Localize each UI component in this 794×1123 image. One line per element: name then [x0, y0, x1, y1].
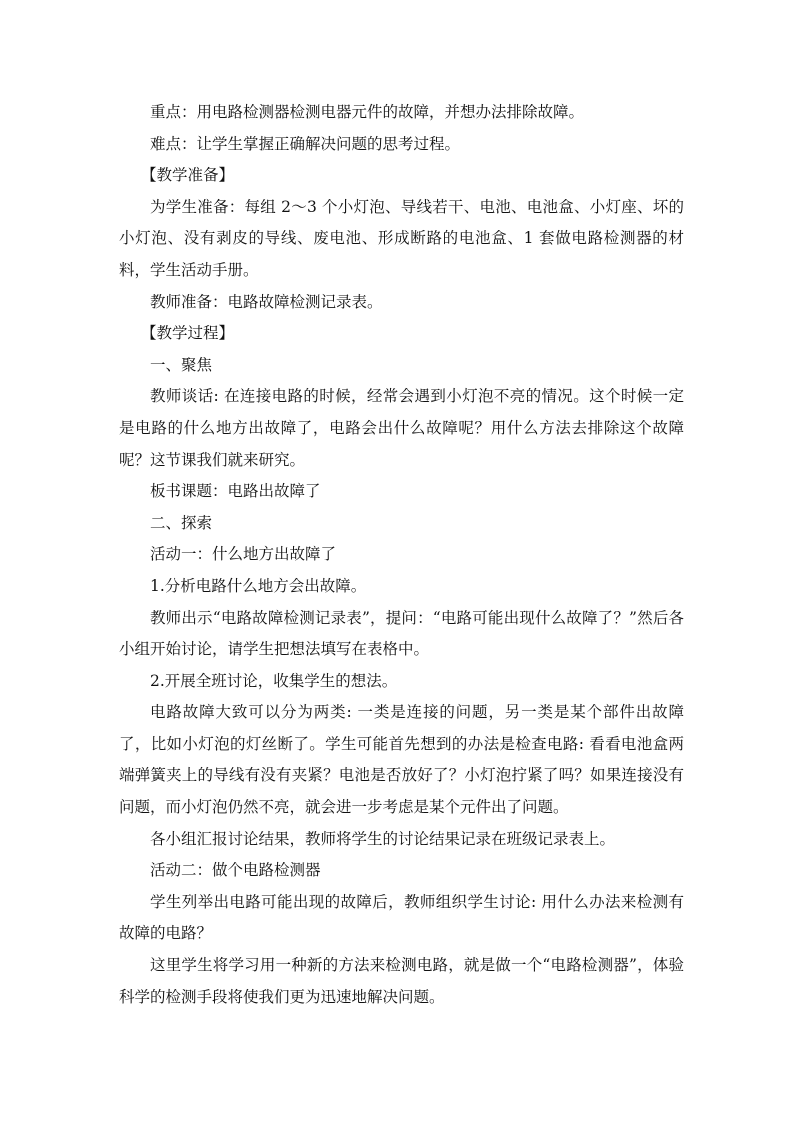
- group-report-paragraph: 各小组汇报讨论结果，教师将学生的讨论结果记录在班级记录表上。: [150, 829, 616, 848]
- fault-types-paragraph: 电路故障大致可以分为两类: 一类是连接的问题，另一类是某个部件出故障了，比如小灯泡的灯丝断了。学生可能首先想到的办法是检查电路: 看看电池盒两端弹簧夹上的导线有没有夹紧？电池是否放好了？小灯泡拧紧了吗？如果连接没有问题，而小灯泡仍然不亮，就会进一步考虑是某个元件出了问题。: [119, 703, 684, 817]
- activity-one-heading: 活动一：什么地方出故障了: [150, 545, 337, 564]
- circuit-tester-paragraph: 这里学生将学习用一种新的方法来检测电路，就是做一个“电路检测器”，体验科学的检测手段将使我们更为迅速地解决问题。: [119, 956, 684, 1006]
- teacher-materials-paragraph: 教师准备：电路故障检测记录表。: [150, 292, 383, 311]
- step-two-paragraph: 2.开展全班讨论，收集学生的想法。: [150, 671, 398, 690]
- document-body: [119, 97, 684, 1013]
- key-point-paragraph: 重点：用电路检测器检测电器元件的故障，并想办法排除故障。: [150, 103, 585, 121]
- difficulty-paragraph: 难点：让学生掌握正确解决问题的思考过程。: [150, 134, 461, 153]
- student-materials-paragraph: 为学生准备：每组 2～3 个小灯泡、导线若干、电池、电池盒、小灯座、坏的小灯泡、没有剥皮的导线、废电池、形成断路的电池盒、1 套做电路检测器的材料，学生活动手册。: [119, 197, 684, 279]
- section-heading-process: 【教学过程】: [141, 324, 235, 343]
- teacher-shows-table-paragraph: 教师出示“电路故障检测记录表”，提问：“电路可能出现什么故障了？”然后各小组开始讨论，请学生把想法填写在表格中。: [119, 608, 684, 659]
- step-one-paragraph: 1.分析电路什么地方会出故障。: [150, 576, 367, 595]
- activity-two-heading: 活动二：做个电路检测器: [150, 861, 321, 880]
- discussion-paragraph: 学生列举出电路可能出现的故障后，教师组织学生讨论: 用什么办法来检测有故障的电路？: [119, 892, 684, 943]
- subheading-explore: 二、探索: [150, 513, 213, 532]
- section-heading-preparation: 【教学准备】: [141, 166, 235, 185]
- teacher-talk-paragraph: 教师谈话: 在连接电路的时候，经常会遇到小灯泡不亮的情况。这个时候一定是电路的什么地方出故障了，电路会出什么故障呢？用什么方法去排除这个故障呢？这节课我们就来研究。: [119, 387, 684, 469]
- subheading-focus: 一、聚焦: [150, 355, 213, 374]
- board-title-paragraph: 板书课题：电路出故障了: [150, 482, 321, 501]
